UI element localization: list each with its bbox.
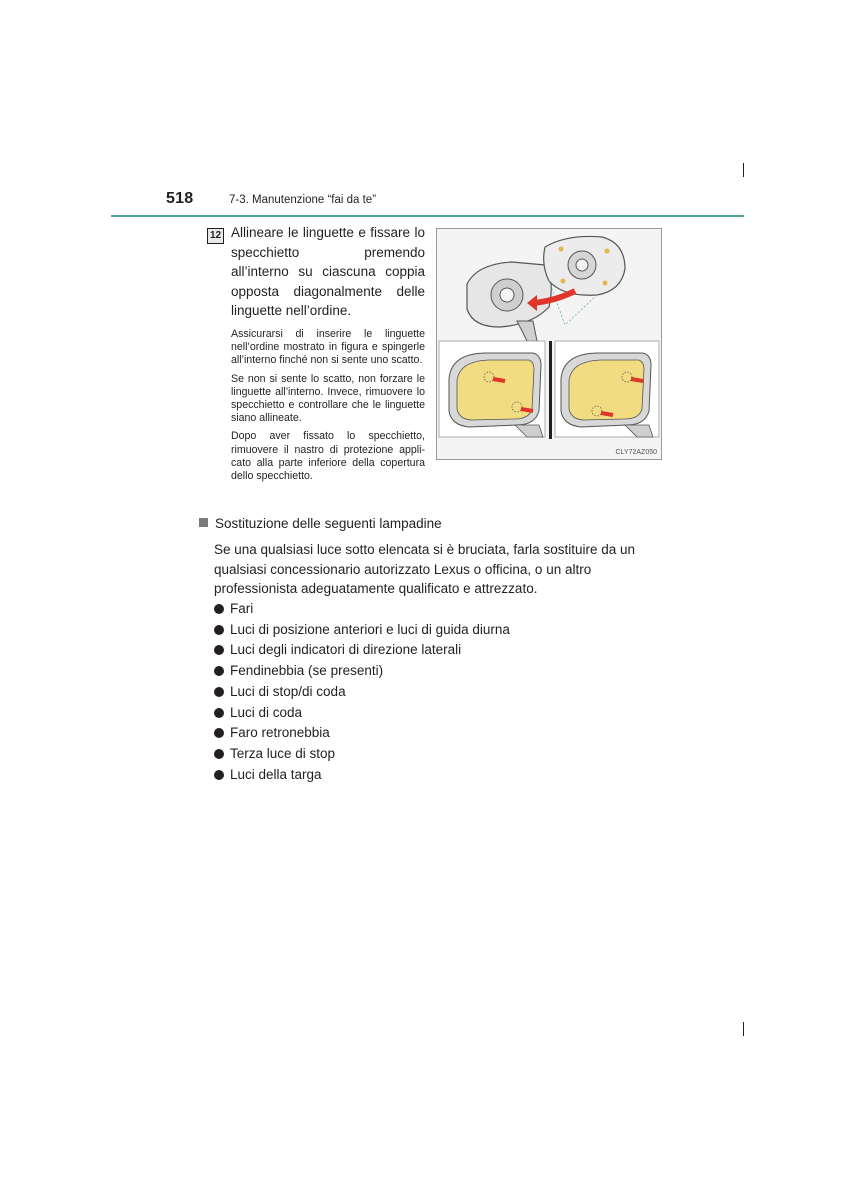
note-tab-order: Assicurarsi di inserire le linguette nell’ordine mostrato in figura e spingerle all’interno finché non si sente uno scatto.: [231, 328, 425, 367]
step-number-badge: 12: [207, 228, 224, 244]
bulb-replacement-heading: [199, 515, 442, 533]
crop-mark-top: [743, 163, 744, 177]
list-item: Luci di coda: [214, 703, 510, 724]
bullet-icon: [214, 625, 224, 635]
header-rule: [111, 215, 744, 217]
section-title: 7-3. Manutenzione “fai da te”: [229, 194, 377, 206]
list-item: Faro retronebbia: [214, 723, 510, 744]
bullet-icon: [214, 604, 224, 614]
list-item: Fendinebbia (se presenti): [214, 661, 510, 682]
bullet-icon: [214, 749, 224, 759]
step-instruction: Allineare le linguette e fissare lo specchietto premendo all’interno su ciascuna coppia opposta diagonalmente delle linguette nell’ordine.: [231, 225, 425, 318]
bullet-icon: [214, 770, 224, 780]
note-remove-tape: Dopo aver fissato lo specchietto, rimuovere il nastro di protezione applicato alla parte inferiore della copertura dello specchietto.: [231, 430, 425, 483]
mirror-installation-figure: [436, 228, 662, 460]
crop-mark-bottom: [743, 1022, 744, 1036]
bullet-icon: [214, 708, 224, 718]
mirror-housing-drawing: [467, 236, 625, 341]
list-item: Fari: [214, 599, 510, 620]
step-notes: [231, 328, 425, 488]
note-no-click: Se non si sente lo scatto, non forzare le linguette all’interno. Invece, rimuovere lo specchietto e controllare che le linguette siano allineate.: [231, 372, 425, 425]
bulb-replacement-paragraph: Se una qualsiasi luce sotto elencata si è bruciata, farla sostituire da un qualsiasi concessionario autorizzato Lexus o officina, o un altro professionista adeguatamente qualificato e attrezzato.: [214, 542, 635, 596]
bullet-icon: [214, 687, 224, 697]
list-item: Terza luce di stop: [214, 744, 510, 765]
bullet-icon: [214, 645, 224, 655]
bullet-icon: [214, 666, 224, 676]
page-number: 518: [166, 190, 194, 207]
list-item: Luci degli indicatori di direzione laterali: [214, 640, 510, 661]
mirror-illustration: [437, 229, 661, 459]
list-item: Luci di posizione anteriori e luci di guida diurna: [214, 620, 510, 641]
mirror-step-left: [439, 341, 545, 437]
bulb-replacement-heading-text: Sostituzione delle seguenti lampadine: [215, 516, 442, 531]
section-square-icon: [199, 518, 208, 527]
bullet-icon: [214, 728, 224, 738]
figure-code: CLY72AZ050: [615, 449, 657, 456]
bulb-list: [214, 599, 510, 785]
list-item: Luci di stop/di coda: [214, 682, 510, 703]
mirror-step-right: [555, 341, 659, 437]
panel-divider: [549, 341, 552, 439]
list-item: Luci della targa: [214, 765, 510, 786]
